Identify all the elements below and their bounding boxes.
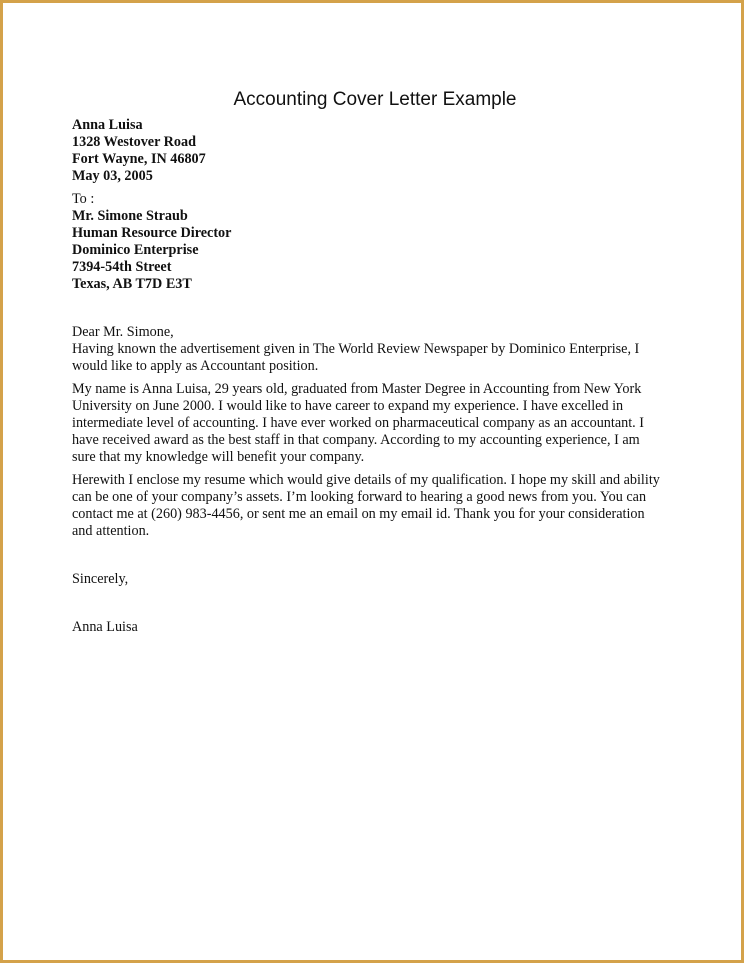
recipient-street: 7394-54th Street <box>72 259 172 275</box>
paragraph-line: and attention. <box>72 523 150 539</box>
paragraph-line: University on June 2000. I would like to have career to expand my experience. I have excelled in <box>72 398 624 414</box>
recipient-title: Human Resource Director <box>72 225 232 241</box>
body-paragraph-3 <box>72 472 672 540</box>
paragraph-line: contact me at (260) 983-4456, or sent me an email on my email id. Thank you for your consideration <box>72 506 645 522</box>
paragraph-line: sure that my knowledge will benefit your company. <box>72 449 365 465</box>
sender-address <box>72 117 206 185</box>
paragraph-line: would like to apply as Accountant position. <box>72 358 319 374</box>
paragraph-line: have received award as the best staff in that company. According to my accounting experience, I am <box>72 432 640 448</box>
paragraph-line: can be one of your company’s assets. I’m looking forward to hearing a good news from you. You can <box>72 489 647 505</box>
closing: Sincerely, <box>72 571 129 587</box>
salutation: Dear Mr. Simone, <box>72 324 174 340</box>
to-label: To : <box>72 191 95 207</box>
paragraph-line: intermediate level of accounting. I have ever worked on pharmaceutical company as an accountant. I <box>72 415 644 431</box>
sender-address-line-1: 1328 Westover Road <box>72 134 197 150</box>
sender-name: Anna Luisa <box>72 117 143 133</box>
recipient-city: Texas, AB T7D E3T <box>72 276 192 292</box>
body-paragraph-2 <box>72 381 672 466</box>
recipient-company: Dominico Enterprise <box>72 242 199 258</box>
letter-date: May 03, 2005 <box>72 168 153 184</box>
sender-address-line-2: Fort Wayne, IN 46807 <box>72 151 206 167</box>
signature-name: Anna Luisa <box>72 619 138 635</box>
recipient-address <box>72 208 231 293</box>
paragraph-line: Having known the advertisement given in The World Review Newspaper by Dominico Enterprise, I <box>72 341 640 357</box>
paragraph-line: Herewith I enclose my resume which would give details of my qualification. I hope my skill and ability <box>72 472 660 488</box>
document-title: Accounting Cover Letter Example <box>233 89 517 110</box>
recipient-name: Mr. Simone Straub <box>72 208 188 224</box>
body-paragraph-1 <box>72 341 672 375</box>
paragraph-line: My name is Anna Luisa, 29 years old, graduated from Master Degree in Accounting from New York <box>72 381 642 397</box>
